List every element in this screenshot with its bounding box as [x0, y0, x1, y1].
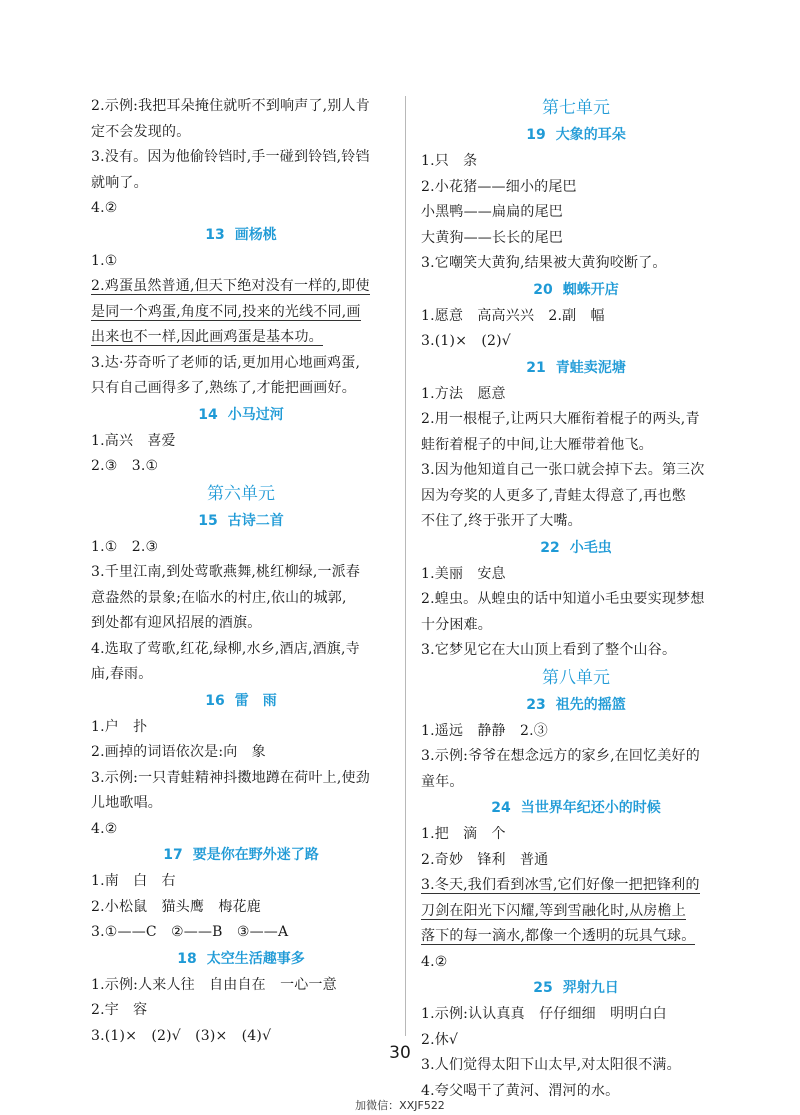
- answer-text: 大黄狗——长长的尾巴: [421, 229, 563, 246]
- answer-line: [421, 638, 731, 664]
- page-number: 30: [389, 1043, 411, 1063]
- lesson-title: 小毛虫: [569, 539, 612, 556]
- lesson-title: 大象的耳朵: [555, 127, 626, 143]
- answer-text: 十分困难。: [421, 616, 492, 633]
- lesson-heading: [91, 402, 391, 429]
- answer-line: [421, 458, 731, 484]
- lesson-heading: [421, 122, 731, 149]
- answer-text: 2.奇妙 锋利 普通: [421, 851, 549, 868]
- lesson-number: 22: [540, 539, 560, 556]
- answer-text: 1.美丽 安息: [421, 565, 506, 582]
- lesson-title: 画杨桃: [234, 226, 277, 243]
- lesson-title: 古诗二首: [227, 512, 284, 529]
- answer-text: 童年。: [421, 773, 464, 790]
- answer-text: 1.愿意 高高兴兴 2.副 幅: [421, 307, 605, 324]
- answer-text: 只有自己画得多了,熟练了,才能把画画好。: [91, 380, 356, 396]
- answer-text: 1.高兴 喜爱: [91, 432, 176, 449]
- answer-text: 2.宇 容: [91, 1002, 148, 1018]
- answer-text: 4.②: [91, 200, 118, 216]
- answer-line: [421, 587, 731, 613]
- lesson-heading: [421, 692, 731, 719]
- lesson-number: 17: [163, 847, 183, 863]
- answer-text: 2.小松鼠 猫头鹰 梅花鹿: [91, 898, 261, 915]
- answer-line: [421, 382, 731, 408]
- answer-text: 意盎然的景象;在临水的村庄,依山的城郭,: [91, 589, 347, 606]
- answer-line: [91, 454, 391, 480]
- answer-line: [421, 899, 731, 925]
- answer-text: 因为夸奖的人更多了,青蛙太得意了,再也憋: [421, 487, 686, 504]
- answer-line: [421, 484, 731, 510]
- lesson-heading: [91, 946, 391, 973]
- lesson-title: 当世界年纪还小的时候: [520, 800, 661, 816]
- answer-line: [421, 304, 731, 330]
- answer-text: 1.示例:认认真真 仔仔细细 明明白白: [421, 1006, 667, 1022]
- answer-line: [91, 895, 391, 921]
- answer-line: [91, 120, 391, 146]
- answer-line: [91, 611, 391, 637]
- answer-text: 2.休√: [421, 1031, 459, 1048]
- answer-line: [91, 145, 391, 171]
- lesson-heading: [421, 795, 731, 822]
- answer-text: 3.(1)× (2)√: [421, 333, 511, 349]
- answer-line: [91, 94, 391, 120]
- answer-text: 1.①: [91, 252, 118, 269]
- answer-text: 3.示例:一只青蛙精神抖擞地蹲在荷叶上,使劲: [91, 769, 370, 786]
- lesson-number: 19: [526, 127, 546, 143]
- answer-line: [91, 662, 391, 688]
- answer-text: 是同一个鸡蛋,角度不同,投来的光线不同,画: [91, 303, 361, 320]
- answer-text: 刀剑在阳光下闪耀,等到雪融化时,从房檐上: [421, 902, 686, 919]
- lesson-number: 14: [198, 406, 218, 423]
- answer-text: 1.只 条: [421, 153, 478, 169]
- answer-text: 小黑鸭——扁扁的尾巴: [421, 204, 563, 220]
- lesson-heading: [421, 277, 731, 304]
- answer-text: 落下的每一滴水,都像一个透明的玩具气球。: [421, 928, 696, 944]
- lesson-number: 25: [533, 980, 553, 996]
- answer-line: [91, 998, 391, 1024]
- column-divider: [405, 96, 406, 1036]
- answer-line: [421, 433, 731, 459]
- answer-line: [421, 329, 731, 355]
- answer-text: 庙,春雨。: [91, 666, 153, 682]
- answer-line: [91, 715, 391, 741]
- answer-text: 1.遥远 静静 2.③: [421, 722, 548, 739]
- answer-text: 3.因为他知道自己一张口就会掉下去。第三次: [421, 462, 705, 478]
- answer-text: 3.①——C ②——B ③——A: [91, 924, 289, 940]
- lesson-heading: [91, 688, 391, 715]
- answer-text: 儿地歌唱。: [91, 795, 162, 811]
- answer-text: 3.人们觉得太阳下山太早,对太阳很不满。: [421, 1057, 681, 1073]
- lesson-heading: [91, 842, 391, 869]
- answer-line: [91, 249, 391, 275]
- answer-line: [421, 175, 731, 201]
- answer-text: 2.画掉的词语依次是:向 象: [91, 744, 266, 760]
- answer-text: 2.小花猪——细小的尾巴: [421, 178, 577, 195]
- lesson-number: 21: [526, 359, 546, 376]
- answer-line: [91, 791, 391, 817]
- lesson-heading: [91, 222, 391, 249]
- lesson-title: 雷 雨: [234, 692, 277, 709]
- answer-line: [421, 822, 731, 848]
- answer-text: 2.蝗虫。从蝗虫的话中知道小毛虫要实现梦想: [421, 591, 705, 607]
- answer-line: [91, 766, 391, 792]
- left-column: [91, 94, 391, 1049]
- answer-text: 3.它嘲笑大黄狗,结果被大黄狗咬断了。: [421, 255, 667, 271]
- answer-line: [91, 300, 391, 326]
- answer-line: [421, 1002, 731, 1028]
- answer-line: [421, 509, 731, 535]
- answer-text: 4.②: [421, 953, 448, 970]
- answer-line: [421, 770, 731, 796]
- answer-text: 2.用一根棍子,让两只大雁衔着棍子的两头,青: [421, 411, 700, 427]
- answer-line: [421, 149, 731, 175]
- answer-line: [421, 613, 731, 639]
- lesson-number: 24: [491, 800, 511, 816]
- answer-line: [421, 873, 731, 899]
- answer-text: 4.选取了莺歌,红花,绿柳,水乡,酒店,酒旗,寺: [91, 640, 360, 657]
- answer-text: 1.方法 愿意: [421, 385, 506, 402]
- answer-text: 1.把 滴 个: [421, 826, 506, 842]
- answer-text: 1.户 扑: [91, 718, 148, 735]
- answer-text: 2.示例:我把耳朵掩住就听不到响声了,别人肯: [91, 98, 370, 114]
- answer-line: [91, 274, 391, 300]
- answer-line: [91, 920, 391, 946]
- lesson-heading: [421, 535, 731, 562]
- answer-line: [91, 376, 391, 402]
- answer-text: 3.示例:爷爷在想念远方的家乡,在回忆美好的: [421, 748, 700, 764]
- lesson-number: 20: [533, 281, 553, 298]
- answer-line: [421, 562, 731, 588]
- unit-heading: 第七单元: [542, 98, 610, 118]
- answer-text: 3.冬天,我们看到冰雪,它们好像一把把锋利的: [421, 877, 700, 893]
- answer-line: [91, 973, 391, 999]
- answer-line: [91, 637, 391, 663]
- answer-text: 蛙衔着棍子的中间,让大雁带着他飞。: [421, 436, 653, 453]
- lesson-number: 16: [205, 692, 225, 709]
- answer-line: [421, 924, 731, 950]
- answer-text: 4.②: [91, 820, 118, 837]
- answer-text: 1.① 2.③: [91, 538, 159, 555]
- answer-line: [91, 869, 391, 895]
- answer-text: 4.夸父喝干了黄河、渭河的水。: [421, 1082, 620, 1099]
- answer-text: 3.达·芬奇听了老师的话,更加用心地画鸡蛋,: [91, 354, 361, 371]
- answer-text: 2.鸡蛋虽然普通,但天下绝对没有一样的,即使: [91, 278, 370, 294]
- unit-heading: 第六单元: [207, 483, 275, 504]
- answer-text: 2.③ 3.①: [91, 458, 159, 474]
- answer-text: 3.(1)× (2)√ (3)× (4)√: [91, 1027, 272, 1044]
- answer-text: 定不会发现的。: [91, 123, 191, 140]
- answer-text: 出来也不一样,因此画鸡蛋是基本功。: [91, 329, 323, 345]
- answer-text: 不住了,终于张开了大嘴。: [421, 513, 582, 529]
- answer-line: [91, 429, 391, 455]
- answer-line: [421, 848, 731, 874]
- answer-line: [91, 740, 391, 766]
- answer-line: [421, 251, 731, 277]
- answer-line: [421, 200, 731, 226]
- answer-text: 到处都有迎风招展的酒旗。: [91, 615, 262, 631]
- lesson-title: 太空生活趣事多: [206, 950, 305, 967]
- answer-line: [421, 407, 731, 433]
- answer-line: [91, 535, 391, 561]
- lesson-title: 祖先的摇篮: [555, 696, 626, 713]
- answer-line: [91, 171, 391, 197]
- answer-line: [91, 196, 391, 222]
- answer-line: [421, 719, 731, 745]
- lesson-title: 羿射九日: [562, 980, 619, 996]
- lesson-heading: [91, 508, 391, 535]
- answer-text: 3.它梦见它在大山顶上看到了整个山谷。: [421, 642, 677, 658]
- answer-line: [421, 744, 731, 770]
- lesson-title: 要是你在野外迷了路: [192, 847, 319, 863]
- lesson-number: 18: [177, 950, 197, 967]
- lesson-title: 蜘蛛开店: [562, 281, 619, 298]
- lesson-number: 23: [526, 696, 546, 713]
- answer-text: 3.没有。因为他偷铃铛时,手一碰到铃铛,铃铛: [91, 149, 370, 165]
- answer-line: [421, 226, 731, 252]
- answer-line: [421, 950, 731, 976]
- answer-text: 1.示例:人来人往 自由自在 一心一意: [91, 976, 337, 993]
- lesson-heading: [421, 975, 731, 1002]
- lesson-heading: [421, 355, 731, 382]
- answer-line: [91, 351, 391, 377]
- answer-line: [91, 325, 391, 351]
- lesson-title: 小马过河: [227, 406, 284, 423]
- unit-heading: 第八单元: [542, 667, 610, 688]
- lesson-number: 15: [198, 512, 218, 529]
- answer-line: [91, 560, 391, 586]
- answer-line: [91, 586, 391, 612]
- answer-text: 就响了。: [91, 174, 148, 191]
- right-column: [421, 94, 731, 1104]
- answer-text: 3.千里江南,到处莺歌燕舞,桃红柳绿,一派春: [91, 564, 361, 580]
- lesson-title: 青蛙卖泥塘: [555, 359, 626, 376]
- answer-text: 1.南 白 右: [91, 873, 176, 889]
- answer-line: [91, 817, 391, 843]
- footer-watermark: 加微信：XXJF522: [355, 1099, 445, 1112]
- lesson-number: 13: [205, 226, 225, 243]
